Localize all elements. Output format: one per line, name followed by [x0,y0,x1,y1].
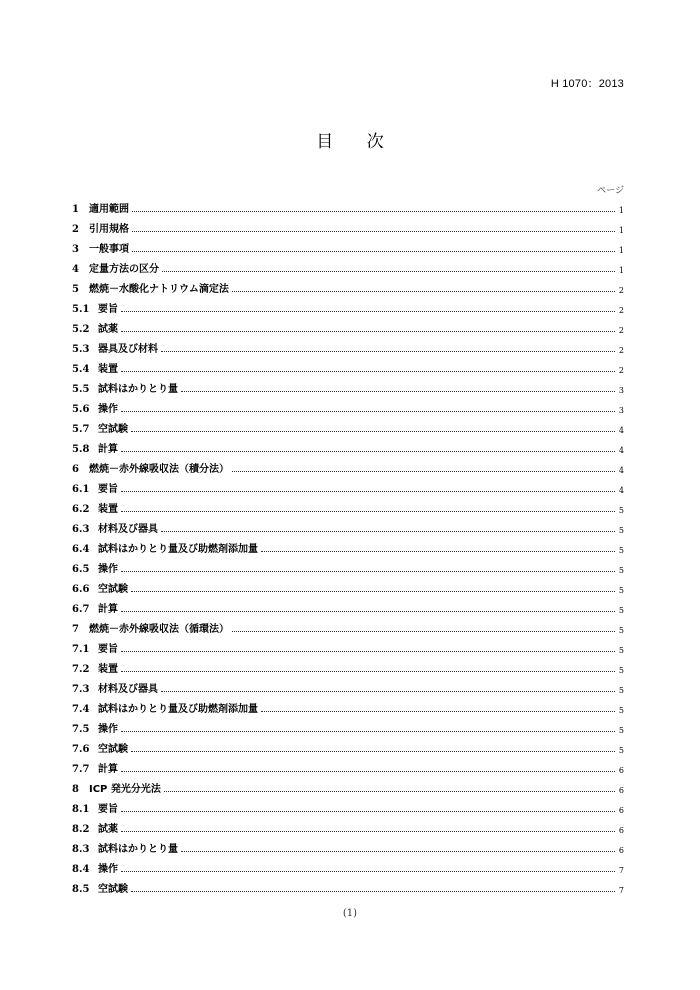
dot-leader [121,871,615,872]
dot-leader [132,251,615,252]
toc-entry[interactable] [72,278,624,298]
toc-entry-page: 5 [618,666,624,675]
dot-leader [121,771,615,772]
toc-entry-number: 6.3 [72,524,90,535]
toc-entry-number: 7.3 [72,684,90,695]
toc-entry[interactable] [72,778,624,798]
toc-entry-page: 5 [618,586,624,595]
page-column-label: ページ [597,186,624,196]
toc-entry-number: 3 [72,244,79,255]
toc-entry-page: 5 [618,646,624,655]
toc-entry[interactable] [72,798,624,818]
dot-leader [121,731,615,732]
toc-entry-page: 7 [618,866,624,875]
toc-entry[interactable] [72,858,624,878]
dot-leader [232,471,615,472]
toc-entry-number: 6.5 [72,564,90,575]
toc-entry-page: 2 [618,326,624,335]
toc-entry[interactable] [72,618,624,638]
toc-entry[interactable] [72,498,624,518]
toc-entry[interactable] [72,558,624,578]
table-of-contents [72,198,624,898]
toc-entry-number: 7.2 [72,664,90,675]
toc-entry-title: 空試験 [98,884,128,895]
toc-entry-page: 5 [618,706,624,715]
dot-leader [121,491,615,492]
toc-entry-number: 7.4 [72,704,90,715]
toc-entry-number: 8.1 [72,804,90,815]
toc-entry-page: 1 [618,266,624,275]
toc-entry[interactable] [72,458,624,478]
toc-entry-number: 6.6 [72,584,90,595]
toc-entry-number: 6.7 [72,604,90,615]
dot-leader [261,711,615,712]
dot-leader [181,391,615,392]
toc-entry-number: 5.3 [72,344,90,355]
dot-leader [121,331,615,332]
toc-entry[interactable] [72,698,624,718]
toc-entry-number: 5 [72,284,79,295]
toc-entry[interactable] [72,198,624,218]
toc-entry-number: 8.4 [72,864,90,875]
toc-entry-page: 4 [618,446,624,455]
dot-leader [121,511,615,512]
toc-entry-title: 材料及び器具 [98,684,158,695]
toc-entry-page: 5 [618,566,624,575]
dot-leader [164,791,615,792]
toc-entry-title: ICP 発光分光法 [89,784,161,795]
toc-entry-title: 試料はかりとり量 [98,384,178,395]
toc-entry[interactable] [72,718,624,738]
toc-entry-page: 7 [618,886,624,895]
toc-entry-page: 3 [618,386,624,395]
toc-entry-page: 1 [618,226,624,235]
toc-entry-page: 5 [618,746,624,755]
dot-leader [181,851,615,852]
toc-entry-title: 定量方法の区分 [89,264,159,275]
toc-entry-title: 操作 [98,404,118,415]
toc-entry-number: 1 [72,204,79,215]
dot-leader [121,831,615,832]
toc-entry-title: 要旨 [98,804,118,815]
toc-entry-number: 6.1 [72,484,90,495]
toc-entry-title: 操作 [98,864,118,875]
toc-entry-number: 6.4 [72,544,90,555]
toc-entry-page: 6 [618,766,624,775]
toc-entry-title: 空試験 [98,584,128,595]
page-title: 目 次 [316,132,398,152]
toc-entry[interactable] [72,358,624,378]
toc-entry-number: 7.1 [72,644,90,655]
dot-leader [161,531,615,532]
toc-entry-title: 引用規格 [89,224,129,235]
toc-entry[interactable] [72,238,624,258]
toc-entry-title: 計算 [98,604,118,615]
toc-entry-page: 4 [618,466,624,475]
toc-entry-number: 7 [72,624,79,635]
toc-entry-title: 計算 [98,764,118,775]
toc-entry-title: 空試験 [98,744,128,755]
toc-entry[interactable] [72,518,624,538]
dot-leader [121,411,615,412]
toc-entry-number: 5.8 [72,444,90,455]
toc-entry-page: 5 [618,626,624,635]
toc-entry-page: 5 [618,686,624,695]
toc-entry[interactable] [72,218,624,238]
toc-entry[interactable] [72,878,624,898]
toc-entry-number: 7.5 [72,724,90,735]
toc-entry-page: 3 [618,406,624,415]
dot-leader [132,211,615,212]
toc-entry-title: 装置 [98,664,118,675]
toc-entry-number: 8 [72,784,79,795]
dot-leader [131,591,615,592]
dot-leader [121,651,615,652]
toc-entry-number: 7.6 [72,744,90,755]
toc-entry[interactable] [72,418,624,438]
toc-entry-page: 5 [618,526,624,535]
toc-entry-page: 5 [618,726,624,735]
toc-entry-title: 燃焼－赤外線吸収法（積分法） [89,464,229,475]
toc-entry-title: 器具及び材料 [98,344,158,355]
toc-entry-title: 試料はかりとり量 [98,844,178,855]
toc-entry[interactable] [72,478,624,498]
toc-entry-number: 4 [72,264,79,275]
toc-entry-page: 5 [618,606,624,615]
toc-entry-number: 5.2 [72,324,90,335]
toc-entry[interactable] [72,538,624,558]
dot-leader [161,351,615,352]
toc-entry-title: 空試験 [98,424,128,435]
dot-leader [121,671,615,672]
toc-entry-title: 操作 [98,564,118,575]
dot-leader [132,231,615,232]
toc-entry[interactable] [72,298,624,318]
toc-entry[interactable] [72,438,624,458]
dot-leader [261,551,615,552]
dot-leader [161,691,615,692]
toc-entry[interactable] [72,758,624,778]
toc-entry[interactable] [72,678,624,698]
toc-entry-title: 計算 [98,444,118,455]
dot-leader [121,311,615,312]
toc-entry[interactable] [72,338,624,358]
toc-entry-title: 燃焼－水酸化ナトリウム滴定法 [89,284,229,295]
toc-entry-number: 5.7 [72,424,90,435]
toc-entry-page: 2 [618,306,624,315]
toc-entry-page: 1 [618,246,624,255]
toc-entry-title: 一般事項 [89,244,129,255]
dot-leader [131,891,615,892]
toc-entry-title: 装置 [98,364,118,375]
toc-entry-title: 要旨 [98,304,118,315]
toc-entry-title: 操作 [98,724,118,735]
toc-entry-page: 6 [618,846,624,855]
toc-entry-page: 1 [618,206,624,215]
toc-entry-title: 試薬 [98,324,118,335]
toc-entry[interactable] [72,258,624,278]
toc-entry-page: 5 [618,506,624,515]
toc-entry[interactable] [72,738,624,758]
dot-leader [121,611,615,612]
toc-entry-title: 装置 [98,504,118,515]
toc-entry-title: 燃焼－赤外線吸収法（循環法） [89,624,229,635]
toc-entry[interactable] [72,378,624,398]
toc-entry-title: 材料及び器具 [98,524,158,535]
toc-entry-page: 4 [618,426,624,435]
toc-entry[interactable] [72,398,624,418]
toc-entry-number: 5.4 [72,364,90,375]
toc-entry-number: 5.6 [72,404,90,415]
dot-leader [232,631,615,632]
toc-entry-number: 7.7 [72,764,90,775]
toc-entry-number: 8.5 [72,884,90,895]
toc-entry-page: 2 [618,286,624,295]
toc-entry-page: 6 [618,786,624,795]
toc-entry-page: 2 [618,346,624,355]
dot-leader [131,431,615,432]
toc-entry-number: 6.2 [72,504,90,515]
toc-entry[interactable] [72,818,624,838]
toc-entry-number: 6 [72,464,79,475]
toc-entry-title: 要旨 [98,644,118,655]
toc-entry-title: 試料はかりとり量及び助燃剤添加量 [98,704,258,715]
toc-entry-number: 2 [72,224,79,235]
toc-entry-page: 6 [618,826,624,835]
toc-entry-title: 試薬 [98,824,118,835]
footer-page-number: (1) [342,908,358,919]
dot-leader [121,811,615,812]
dot-leader [232,291,615,292]
toc-entry-number: 8.3 [72,844,90,855]
toc-entry-title: 要旨 [98,484,118,495]
toc-entry-page: 4 [618,486,624,495]
dot-leader [121,371,615,372]
toc-entry[interactable] [72,838,624,858]
dot-leader [162,271,615,272]
toc-entry-number: 8.2 [72,824,90,835]
dot-leader [121,571,615,572]
dot-leader [121,451,615,452]
toc-entry[interactable] [72,318,624,338]
document-code: H 1070：2013 [550,78,624,90]
toc-entry-page: 2 [618,366,624,375]
toc-entry-title: 適用範囲 [89,204,129,215]
toc-entry-page: 6 [618,806,624,815]
toc-entry-number: 5.5 [72,384,90,395]
toc-entry-title: 試料はかりとり量及び助燃剤添加量 [98,544,258,555]
dot-leader [131,751,615,752]
toc-entry-number: 5.1 [72,304,90,315]
toc-entry[interactable] [72,658,624,678]
toc-entry[interactable] [72,578,624,598]
toc-entry[interactable] [72,638,624,658]
toc-entry[interactable] [72,598,624,618]
toc-entry-page: 5 [618,546,624,555]
